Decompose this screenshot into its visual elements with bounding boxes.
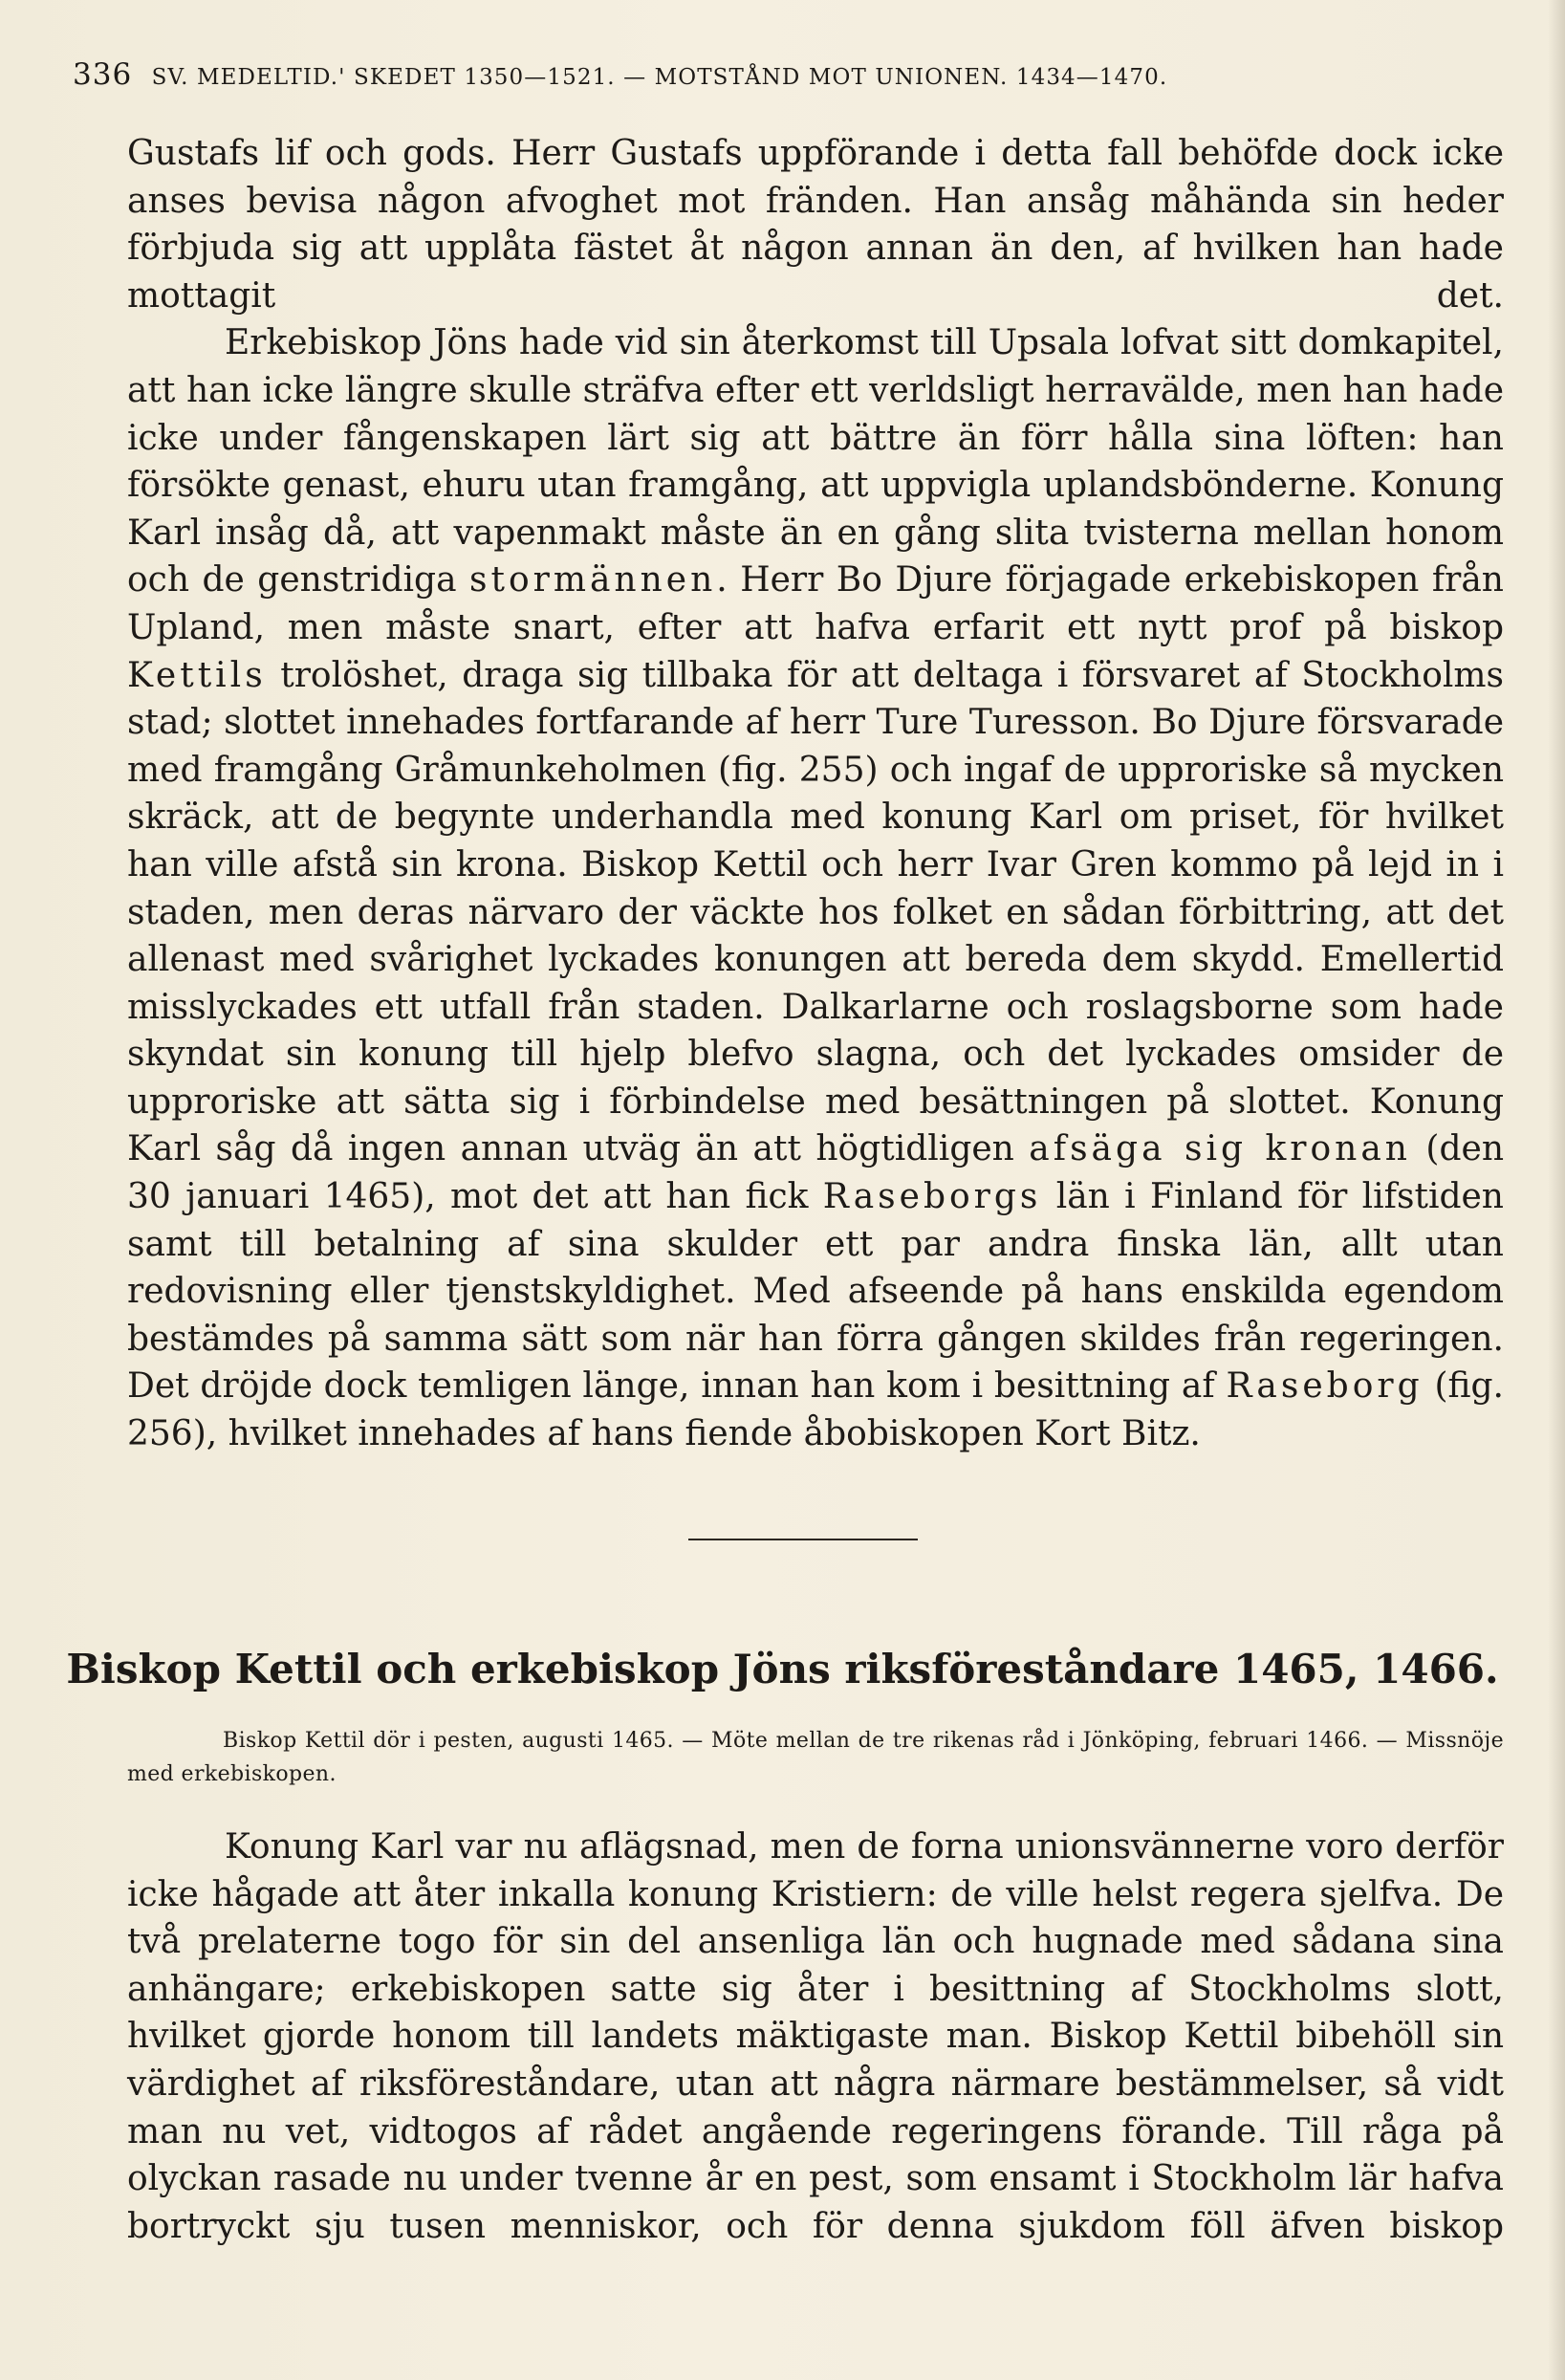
paragraph-text-run: (fig. 256), hvilket innehades af hans fiende åbobiskopen Kort Bitz. (127, 1366, 1504, 1454)
section-divider (688, 1539, 918, 1540)
emphasized-text: Raseborg (1226, 1366, 1424, 1407)
paragraph-konung-karl: Konung Karl var nu aflägsnad, men de forna unionsvännerne voro derför icke hågade att åter inkalla konung Kristiern: de ville helst regera sjelfva. De två prelaterne togo för sin del ansenliga län och hugnade med sådana sina anhängare; erkebiskopen satte sig åter i besittning af Stockholms slott, hvilket gjorde honom till landets mäktigaste man. Biskop Kettil bibehöll sin värdighet af riksföreståndare, utan att några närmare bestämmelser, så vidt man nu vet, vidtogos af rådet angående regeringens förande. Till råga på olyckan rasade nu under tvenne år en pest, som ensamt i Stockholm lär hafva bortryckt sju tusen menniskor, och för denna sjukdom föll äfven biskop (127, 1827, 1504, 2246)
paragraph-text-run: Erkebiskop Jöns hade vid sin återkomst till Upsala lofvat sitt domkapitel, att han icke längre skulle sträfva efter ett verldsligt herravälde, men han hade icke under fångenskapen lärt sig att bättre än förr hålla sina löften: han försökte genast, ehuru utan framgång, att uppvigla uplandsbönderne. Konung Karl insåg då, att vapenmakt måste än en gång slita tvisterna mellan honom och de genstridiga (127, 323, 1504, 600)
running-header (73, 57, 1507, 96)
paragraph-text-run: trolöshet, draga sig tillbaka för att deltaga i försvaret af Stockholms stad; slottet innehades fortfarande af herr Ture Turesson. Bo Djure försvarade med framgång Gråmunkeholmen (fig. 255) och ingaf de upproriske så mycken skräck, att de begynte underhandla med konung Karl om priset, för hvilket han ville afstå sin krona. Biskop Kettil och herr Ivar Gren kommo på lejd in i staden, men deras närvaro der väckte hos folket en sådan förbittring, att det allenast med svårighet lyckades konungen att bereda dem skydd. Emellertid misslyckades ett utfall från staden. Dalkarlarne och roslagsborne som hade skyndat sin konung till hjelp blefvo slagna, och det lyckades omsider de upproriske att sätta sig i förbindelse med besättningen på slottet. Konung Karl såg då ingen annan utväg än att högtidligen (127, 655, 1504, 1169)
section-heading: Biskop Kettil och erkebiskop Jöns riksföreståndare 1465, 1466. (66, 1646, 1499, 1692)
running-title: SV. MEDELTID.' SKEDET 1350—1521. — MOTSTÅND MOT UNIONEN. 1434—1470. (151, 65, 1168, 90)
paragraph-continuation: Gustafs lif och gods. Herr Gustafs uppförande i detta fall behöfde dock icke anses bevisa någon afvoghet mot fränden. Han ansåg måhända sin heder förbjuda sig att upplåta fästet åt någon annan än den, af hvilken han hade mottagit det. (127, 134, 1504, 316)
emphasized-text: Kettils (127, 655, 267, 695)
paragraph-erkebiskop-jons (127, 319, 1504, 1457)
main-text (127, 130, 1504, 1458)
emphasized-text: afsäga sig kronan (1029, 1129, 1411, 1169)
emphasized-text: stormännen (469, 560, 717, 600)
page-edge-shadow (1548, 0, 1565, 2380)
paragraph-text-run: län i Finland för lifstiden samt till betalning af sina skulder ett par andra finska län, allt utan redovisning eller tjenstskyldighet. Med afseende på hans enskilda egendom bestämdes på samma sätt som när han förra gången skildes från regeringen. Det dröjde dock temligen länge, innan han kom i besittning af (127, 1177, 1504, 1407)
emphasized-text: Raseborgs (822, 1177, 1042, 1217)
summary-text: Biskop Kettil dör i pesten, augusti 1465. — Möte mellan de tre rikenas råd i Jönköping, februari 1466. — Missnöje med erkebiskopen. (127, 1729, 1504, 1786)
section-summary (127, 1724, 1504, 1791)
page-number: 336 (73, 57, 133, 92)
section-body (127, 1823, 1504, 2250)
paragraph-text-run: . Herr Bo Djure förjagade erkebiskopen från Upland, men måste snart, efter att hafva erfarit ett nytt prof på biskop (127, 560, 1504, 647)
paragraph-text-run: (den 30 januari 1465), mot det att han fick (127, 1129, 1505, 1217)
